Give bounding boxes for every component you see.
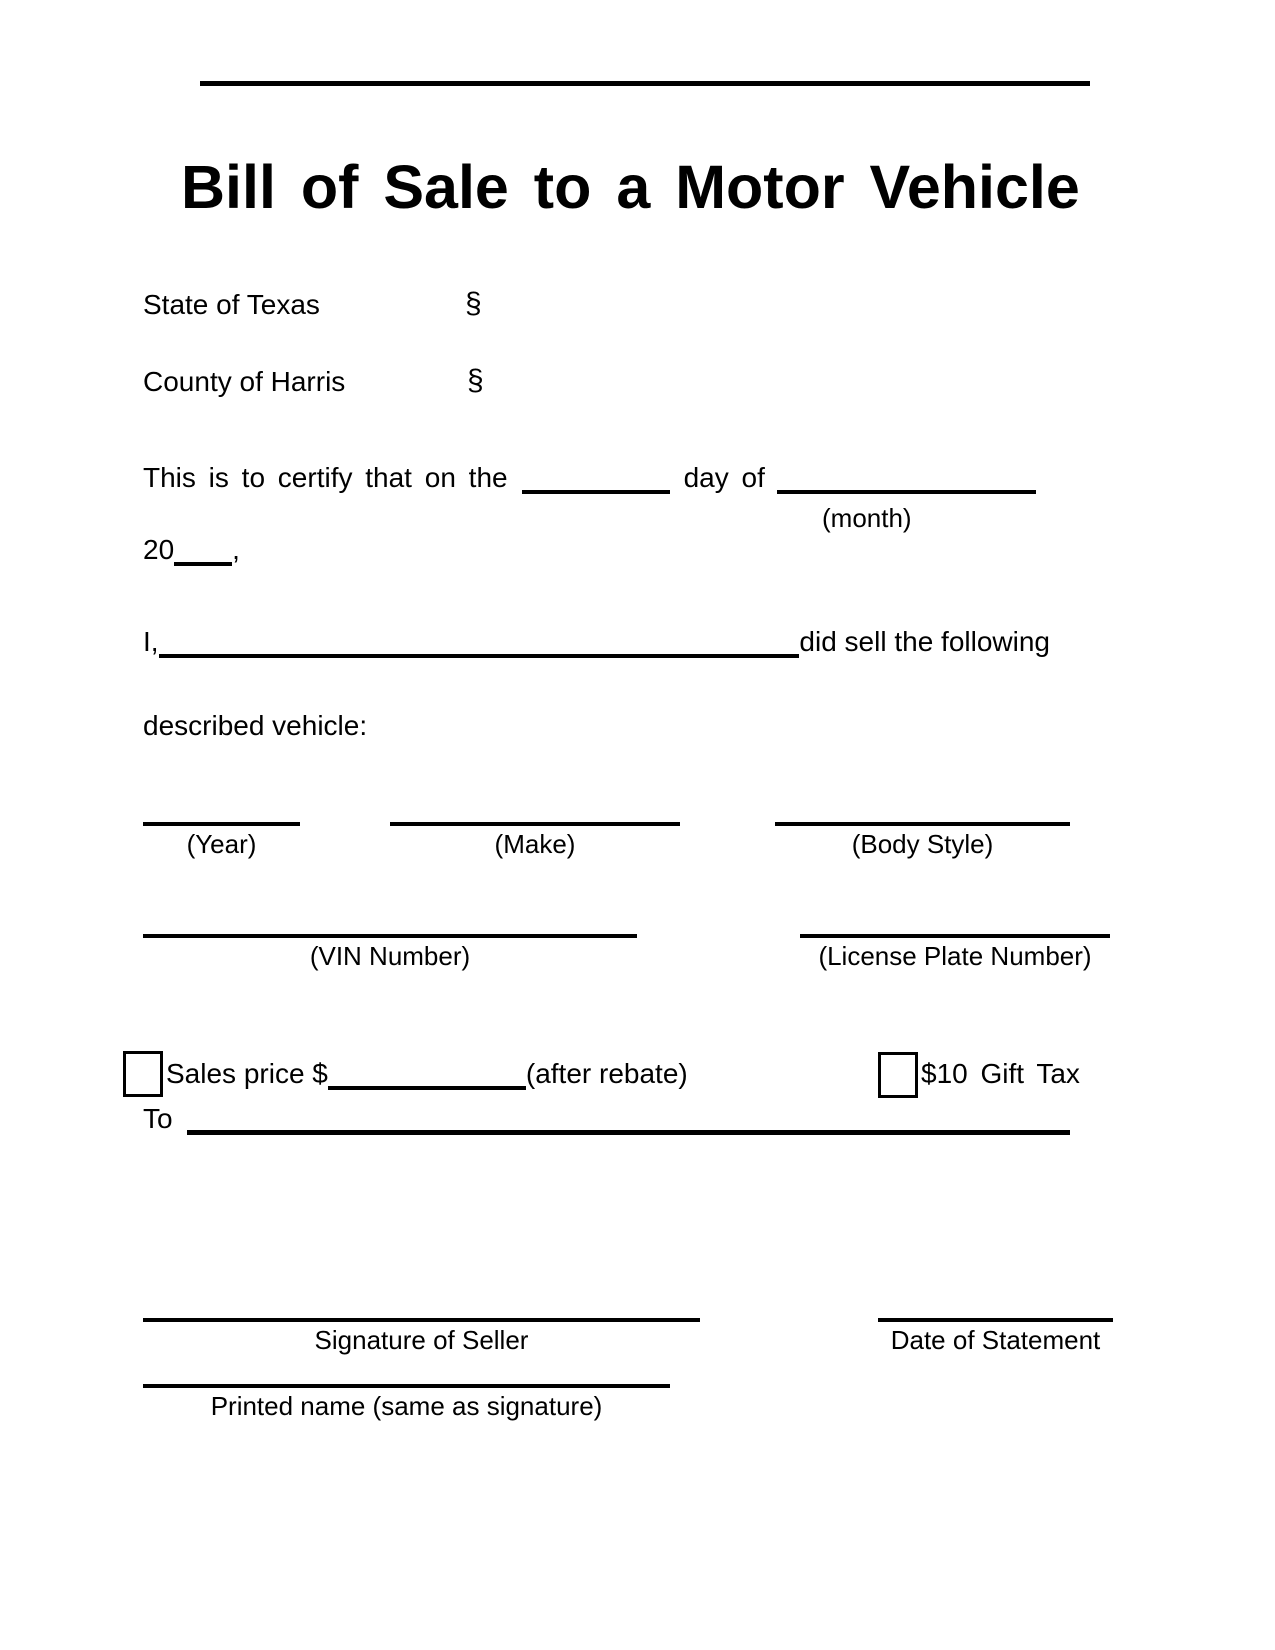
year-field-caption: (Year) — [186, 829, 257, 859]
state-label: State of Texas — [143, 289, 320, 320]
vin-field-caption: (VIN Number) — [309, 941, 471, 971]
sales-price-label: Sales price $ — [166, 1058, 328, 1089]
vin-field[interactable] — [143, 902, 637, 938]
vin-fieldblock — [143, 902, 637, 972]
buyer-name-field[interactable] — [187, 1130, 1070, 1135]
signature-fieldblock — [143, 1286, 700, 1356]
seller-suffix-text: did sell the following — [799, 626, 1050, 657]
buyer-line — [143, 1103, 1070, 1135]
to-text: To — [143, 1103, 173, 1134]
printed-name-field[interactable] — [143, 1352, 670, 1388]
county-section-symbol: § — [467, 364, 484, 397]
state-section-symbol: § — [465, 287, 482, 320]
license-plate-fieldblock — [800, 902, 1110, 972]
after-rebate-text: (after rebate) — [525, 1058, 688, 1089]
vehicle-make-field[interactable] — [390, 790, 680, 826]
printed-name-fieldblock — [143, 1352, 670, 1422]
year-line — [143, 534, 240, 566]
seller-name-field[interactable] — [159, 654, 800, 658]
year-prefix-text: 20 — [143, 534, 175, 565]
day-field[interactable] — [522, 490, 670, 494]
described-vehicle-text: described vehicle: — [143, 710, 368, 741]
date-fieldblock — [878, 1286, 1113, 1356]
county-label: County of Harris — [143, 366, 346, 397]
make-fieldblock — [390, 790, 680, 860]
sales-price-field[interactable] — [328, 1086, 526, 1090]
license-plate-field-caption: (License Plate Number) — [818, 941, 1092, 971]
license-plate-field[interactable] — [800, 902, 1110, 938]
gift-tax-label: $10 Gift Tax — [921, 1058, 1080, 1089]
signature-caption: Signature of Seller — [314, 1325, 529, 1355]
certify-lead-text: This is to certify that on the — [143, 462, 508, 493]
make-field-caption: (Make) — [494, 829, 576, 859]
year-comma-text: , — [232, 534, 240, 565]
sales-price-checkbox[interactable] — [123, 1051, 163, 1097]
top-rule — [200, 81, 1090, 86]
printed-name-caption: Printed name (same as signature) — [210, 1391, 603, 1421]
date-of-statement-field[interactable] — [878, 1286, 1113, 1322]
vehicle-body-style-field[interactable] — [775, 790, 1070, 826]
vehicle-year-field[interactable] — [143, 790, 300, 826]
certify-line — [143, 462, 1036, 494]
body-style-field-caption: (Body Style) — [851, 829, 994, 859]
gift-tax-checkbox[interactable] — [878, 1052, 918, 1098]
seller-line — [143, 626, 1050, 658]
date-caption: Date of Statement — [890, 1325, 1101, 1355]
year-field[interactable] — [174, 562, 232, 566]
sales-price-line — [166, 1058, 688, 1090]
body-style-fieldblock — [775, 790, 1070, 860]
seller-prefix-text: I, — [143, 626, 159, 657]
month-caption: (month) — [822, 503, 912, 533]
seller-signature-field[interactable] — [143, 1286, 700, 1322]
day-of-text: day of — [683, 462, 765, 493]
page-title: Bill of Sale to a Motor Vehicle — [181, 153, 1080, 221]
year-fieldblock — [143, 790, 300, 860]
month-field[interactable] — [777, 490, 1036, 494]
